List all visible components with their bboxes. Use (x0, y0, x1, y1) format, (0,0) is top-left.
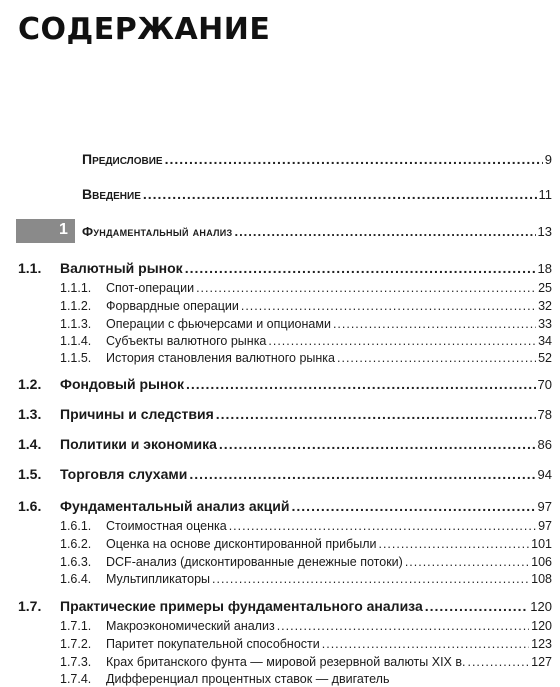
toc-entry-introduction[interactable] (82, 186, 552, 202)
section-page: 18 (537, 261, 552, 276)
section-page: 97 (537, 499, 552, 514)
toc-subsection[interactable] (60, 537, 552, 551)
toc-subsection[interactable] (60, 351, 552, 365)
toc-subsection[interactable] (60, 619, 552, 633)
subsection-number: 1.1.3. (60, 317, 92, 331)
subsection-title: Операции с фьючерсами и опционами (106, 317, 331, 331)
dot-leader (378, 537, 529, 551)
dot-leader (337, 351, 536, 365)
subsection-title: Форвардные операции (106, 299, 239, 313)
toc-entry-preface[interactable] (82, 151, 552, 167)
toc-entry-page: 11 (538, 187, 552, 202)
subsection-number: 1.1.4. (60, 334, 92, 348)
subsection-title: Субъекты валютного рынка (106, 334, 267, 348)
subsection-title: Спот-операции (106, 281, 195, 295)
subsection-page: 32 (538, 299, 552, 313)
toc-section[interactable] (18, 436, 552, 452)
dot-leader (212, 572, 529, 586)
dot-leader (229, 519, 536, 533)
subsection-page: 52 (538, 351, 552, 365)
toc-subsection[interactable] (60, 555, 552, 569)
toc-subsection[interactable] (60, 637, 552, 651)
dot-leader (185, 260, 536, 276)
section-number: 1.4. (18, 436, 42, 452)
subsection-number: 1.1.5. (60, 351, 92, 365)
section-number: 1.7. (18, 598, 42, 614)
dot-leader (196, 281, 536, 295)
section-number: 1.6. (18, 498, 42, 514)
subsection-number: 1.7.4. (60, 672, 92, 686)
subsection-number: 1.7.3. (60, 655, 92, 669)
dot-leader (219, 436, 536, 452)
subsection-page: 120 (531, 619, 552, 633)
subsection-title: Паритет покупательной способности (106, 637, 320, 651)
toc-section[interactable] (18, 466, 552, 482)
toc-section[interactable] (18, 260, 552, 276)
subsection-number: 1.6.2. (60, 537, 92, 551)
subsection-number: 1.1.2. (60, 299, 92, 313)
section-page: 94 (537, 467, 552, 482)
toc-subsection[interactable] (60, 519, 552, 533)
toc-section[interactable] (18, 406, 552, 422)
subsection-page: 25 (538, 281, 552, 295)
dot-leader (241, 299, 536, 313)
dot-leader (405, 555, 529, 569)
toc-subsection[interactable] (60, 672, 552, 686)
toc-entry-page: 9 (544, 152, 552, 167)
section-title: Валютный рынок (60, 260, 183, 276)
section-title: Практические примеры фундаментального анализа (60, 598, 423, 614)
subsection-page: 106 (531, 555, 552, 569)
toc-section[interactable] (18, 498, 552, 514)
section-number: 1.1. (18, 260, 42, 276)
dot-leader (322, 637, 529, 651)
subsection-page: 108 (531, 572, 552, 586)
subsection-title: Стоимостная оценка (106, 519, 227, 533)
section-number: 1.5. (18, 466, 42, 482)
toc-subsection[interactable] (60, 317, 552, 331)
subsection-number: 1.6.4. (60, 572, 92, 586)
section-number: 1.3. (18, 406, 42, 422)
subsection-page: 33 (538, 317, 552, 331)
subsection-number: 1.7.2. (60, 637, 92, 651)
chapter-title: Фундаментальный анализ (82, 224, 233, 239)
subsection-page: 123 (531, 637, 552, 651)
subsection-number: 1.6.1. (60, 519, 92, 533)
section-page: 86 (537, 437, 552, 452)
subsection-title: Оценка на основе дисконтированной прибыли (106, 537, 377, 551)
subsection-page: 97 (538, 519, 552, 533)
dot-leader (425, 598, 529, 614)
toc-entry-chapter[interactable] (82, 224, 552, 239)
dot-leader (268, 334, 536, 348)
subsection-title: Макроэкономический анализ (106, 619, 275, 633)
section-title: Причины и следствия (60, 406, 214, 422)
subsection-title: История становления валютного рынка (106, 351, 335, 365)
chapter-page: 13 (537, 224, 552, 239)
section-title: Политики и экономика (60, 436, 217, 452)
toc-subsection[interactable] (60, 572, 552, 586)
section-page: 78 (537, 407, 552, 422)
subsection-number: 1.1.1. (60, 281, 92, 295)
section-page: 70 (537, 377, 552, 392)
toc-section[interactable] (18, 598, 552, 614)
chapter-number: 1 (59, 221, 68, 238)
dot-leader (234, 224, 535, 239)
subsection-number: 1.7.1. (60, 619, 92, 633)
section-title: Фондовый рынок (60, 376, 184, 392)
dot-leader (292, 498, 536, 514)
toc-subsection[interactable] (60, 334, 552, 348)
section-number: 1.2. (18, 376, 42, 392)
page-title: СОДЕРЖАНИЕ (18, 12, 271, 47)
toc-subsection[interactable] (60, 655, 552, 669)
section-page: 120 (530, 599, 552, 614)
dot-leader (216, 406, 536, 422)
dot-leader (186, 376, 536, 392)
subsection-page: 101 (531, 537, 552, 551)
subsection-title: DCF-анализ (дисконтированные денежные потоки) (106, 555, 403, 569)
dot-leader (143, 186, 537, 202)
subsection-page: 127 (531, 655, 552, 669)
dot-leader (189, 466, 535, 482)
toc-subsection[interactable] (60, 281, 552, 295)
subsection-title: Мультипликаторы (106, 572, 211, 586)
subsection-number: 1.6.3. (60, 555, 92, 569)
section-title: Фундаментальный анализ акций (60, 498, 290, 514)
toc-section[interactable] (18, 376, 552, 392)
section-title: Торговля слухами (60, 466, 188, 482)
toc-entry-title: Введение (82, 186, 141, 202)
dot-leader (333, 317, 536, 331)
subsection-title: Дифференциал процентных ставок — двигатель (106, 672, 390, 686)
dot-leader (277, 619, 529, 633)
subsection-page: 34 (538, 334, 552, 348)
dot-leader (467, 655, 529, 669)
toc-subsection[interactable] (60, 299, 552, 313)
toc-entry-title: Предисловие (82, 151, 163, 167)
subsection-title: Крах британского фунта — мировой резервной валюты XIX в. (106, 655, 466, 669)
dot-leader (165, 151, 543, 167)
